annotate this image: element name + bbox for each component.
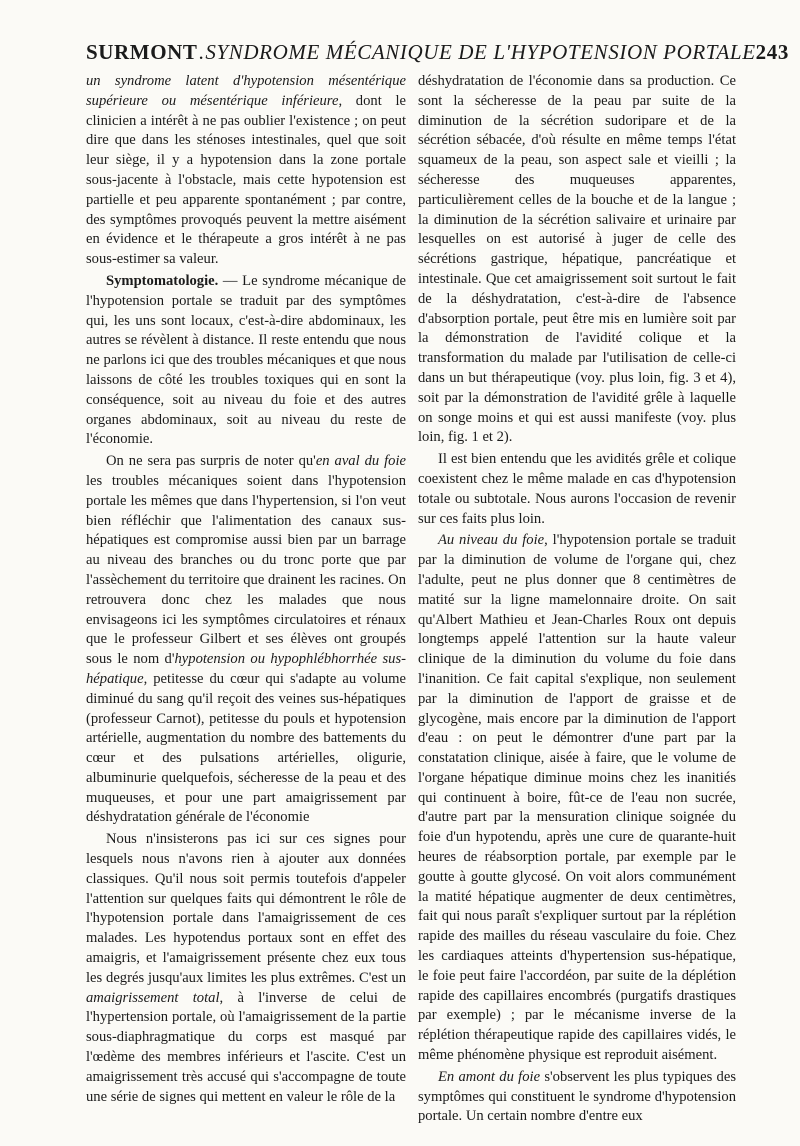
page-number: 243	[755, 40, 789, 64]
running-header	[86, 40, 789, 65]
paragraph-text: déshydratation de l'économie dans sa production. Ce sont la sécheresse de la peau par suite de la diminution de la sécrétion sudoripare et de la sécrétion sébacée, d'où résulte en même temps l'état squameux de la peau, son aspect sale et vieilli ; la sécheresse des muqueuses apparentes, particulièrement celles de la bouche et de la langue ; la diminution de la sécrétion salivaire et urinaire par lesquelles on est autorisé à juger de celle des sécrétions gastrique, hépatique, pancréatique et intestinale. Que cet amaigrissement soit surtout le fait de la déshydratation, c'est-à-dire de l'absence d'absorption portale, peut être mis en lumière soit par la démonstration de l'avidité colique et la transformation du malade par l'utilisation de celle-ci dans un but thérapeutique (voy. plus loin, fig. 3 et 4), soit par la démonstration de l'avidité grêle à laquelle on songe moins et qui est aussi manifeste (voy. plus loin, fig. 1 et 2).	[418, 73, 736, 446]
paragraph	[86, 72, 406, 270]
paragraph	[86, 272, 406, 450]
paragraph	[418, 72, 736, 448]
italic-phrase: en aval du foie	[315, 453, 406, 470]
italic-phrase: amaigrissement total	[86, 989, 220, 1006]
right-column	[418, 72, 736, 1129]
paragraph-text: les troubles mécaniques soient dans l'hypotension portale les mêmes que dans l'hypertension, si l'on veut bien réfléchir que l'alimentation des canaux sus-hépatiques est compromise aussi bien par un barrage au niveau des branches ou du tronc porte que par l'assèchement du territoire que drainent les racines. On retrouvera donc chez les malades que nous envisageons ici les symptômes circulatoires et rénaux que le professeur Gilbert et ses élèves ont groupés sous le nom d'	[86, 472, 406, 668]
paragraph-text: , à l'inverse de celui de l'hypertension portale, où l'amaigrissement de la partie sous-diaphragmatique du corps est masqué par l'œdème des membres inférieurs et l'ascite. C'est un amaigrissement très accusé qui s'accompagne de toute une série de signes qui mettent en valeur le rôle de la	[86, 989, 406, 1105]
paragraph	[418, 450, 736, 529]
italic-phrase: En amont du foie	[438, 1068, 541, 1085]
paragraph	[418, 531, 736, 1066]
paragraph-text: , dont le clinicien a intérêt à ne pas oublier l'existence ; on peut dire que dans les sténoses intestinales, quel que soit leur siège, il y a hypotension dans la zone portale sous-jacente à l'obstacle, mais cette hypotension est partielle et peu apparente spontanément ; par contre, des symptômes provoqués peuvent la mettre aisément en évidence et le thérapeute a gros intérêt à ne pas sous-estimer sa valeur.	[86, 92, 406, 268]
header-author: SURMONT	[86, 40, 198, 64]
header-running-title: SYNDROME MÉCANIQUE DE L'HYPOTENSION PORTALE	[205, 40, 756, 64]
paragraph-text: — Le syndrome mécanique de l'hypotension portale se traduit par des symptômes qui, les uns sont locaux, c'est-à-dire abdominaux, les autres se révèlent à distance. Il reste entendu que nous ne parlons ici que des troubles mécaniques et que nous laissons de côté les troubles toxiques qui en sont la conséquence, soit au niveau du foie et des autres organes abdominaux, soit au niveau du reste de l'économie.	[86, 272, 406, 448]
left-column	[86, 72, 406, 1109]
italic-phrase: hypotension ou hypophlébhorrhée sus-hépatique	[86, 651, 406, 687]
paragraph	[418, 1068, 736, 1127]
italic-phrase: Au niveau du foie	[438, 532, 545, 549]
paragraph-text: Nous n'insisterons pas ici sur ces signes pour lesquels nous n'avons rien à ajouter aux données classiques. Qu'il nous soit permis toutefois d'appeler l'attention sur quelques faits qui démontrent le rôle de l'hypotension portale dans l'amaigrissement de ces malades. Les hypotendus portaux sont en effet des amaigris, et l'amaigrissement présente chez eux tous les degrés jusqu'aux limites les plus extrêmes. C'est un	[86, 831, 406, 986]
paragraph-text: , l'hypotension portale se traduit par la diminution de volume de l'organe qui, chez l'adulte, peut ne plus donner que 8 centimètres de matité sur la ligne mamelonnaire droite. On sait qu'Albert Mathieu et Jean-Charles Roux ont depuis longtemps appelé l'attention sur la haute valeur clinique de la diminution du volume du foie dans l'inanition. Ce fait capital s'explique, non seulement par la diminution de l'apport de graisse et de glycogène, mais encore par la diminution de l'apport d'eau : on peut le démontrer d'une part par la constatation clinique, aisée à faire, que le volume de l'organe hépatique diminue moins chez les inanitiés qui continuent à boire, fût-ce de l'eau non sucrée, d'autre part par la mensuration clinique soignée du foie d'un hypotendu, après une cure de quarante-huit heures de réabsorption portale, par exemple par le goutte à goutte glycosé. On voit alors communément la matité hépatique augmenter de deux centimètres, fait qui nous paraît s'expliquer surtout par la réplétion rapide des mailles du réseau vasculaire du foie. Chez les cardiaques atteints d'hypertension sus-hépatique, le foie peut faire l'accordéon, par suite de la déplétion rapide des capillaires encombrés (purgatifs drastiques par exemple) ; par le mécanisme inverse de la réplétion thérapeutique rapide des capillaires vidés, le même phénomène physique est reproduit aisément.	[418, 532, 736, 1064]
paragraph-text: On ne sera pas surpris de noter qu'	[106, 453, 316, 470]
paragraph-text: Il est bien entendu que les avidités grêle et colique coexistent chez le même malade en cas d'hypotension totale ou subtotale. Nous aurons l'occasion de revenir sur ces faits plus loin.	[418, 451, 736, 527]
header-separator: .	[198, 40, 205, 64]
italic-phrase: un syndrome latent d'hypotension mésentérique supérieure ou mésentérique inférieure	[86, 73, 406, 109]
section-heading: Symptomatologie.	[106, 272, 219, 289]
paragraph-text: s'observent les plus typiques des symptômes qui constituent le syndrome d'hypotension portale. Un certain nombre d'entre eux	[418, 1068, 736, 1125]
paragraph	[86, 452, 406, 828]
paragraph-text: , petitesse du cœur qui s'adapte au volume diminué du sang qu'il reçoit des veines sus-hépatiques (professeur Carnot), petitesse du pouls et hypotension artérielle, augmentation du nombre des battements du cœur et des pulsations artérielles, oligurie, albuminurie quelquefois, sécheresse de la peau et des muqueuses, et pour une part amaigrissement par déshydratation générale de l'économie	[86, 670, 406, 826]
paragraph	[86, 830, 406, 1107]
